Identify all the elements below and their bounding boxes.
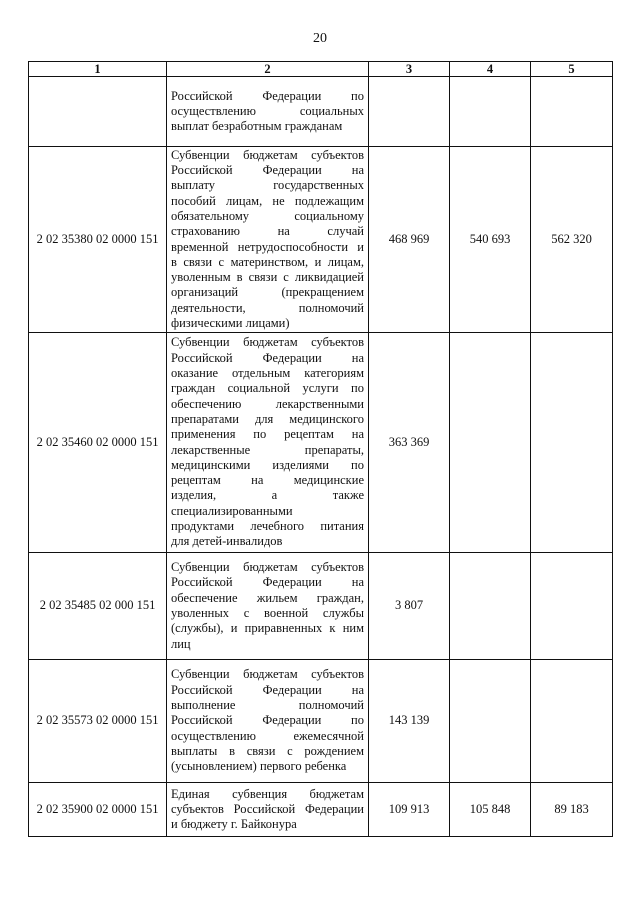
- description-line: Российской Федерации по: [171, 713, 364, 728]
- description-line: Единая субвенция бюджетам: [171, 786, 364, 801]
- amount-cell-c3: 109 913: [369, 783, 450, 837]
- column-header: 1: [29, 62, 167, 77]
- description-line: пособий лицам, не подлежащим: [171, 193, 364, 208]
- description-line: деятельности, полномочий: [171, 300, 364, 315]
- budget-code-cell: [29, 77, 167, 147]
- budget-code-cell: 2 02 35485 02 000 151: [29, 553, 167, 660]
- amount-cell-c4: 105 848: [450, 783, 531, 837]
- description-line: граждан социальной услуги по: [171, 381, 364, 396]
- column-header: 5: [531, 62, 613, 77]
- description-line: лиц: [171, 636, 191, 651]
- description-line: Российской Федерации на: [171, 682, 364, 697]
- amount-cell-c3: 143 139: [369, 660, 450, 783]
- description-line: рецептам на медицинские: [171, 473, 364, 488]
- page-number: 20: [313, 31, 327, 46]
- amount-cell-c5: [531, 660, 613, 783]
- description-line: для детей-инвалидов: [171, 534, 283, 549]
- description-line: медицинскими изделиями по: [171, 457, 364, 472]
- table-row: [29, 147, 613, 333]
- description-line: применения по рецептам на: [171, 427, 364, 442]
- description-line: страхованию на случай: [171, 224, 364, 239]
- description-line: осуществлению социальных: [171, 103, 364, 118]
- description-line: Российской Федерации на: [171, 575, 364, 590]
- description-line: обеспечение жильем граждан,: [171, 590, 364, 605]
- table-row: [29, 77, 613, 147]
- description-line: выплат безработным гражданам: [171, 119, 343, 134]
- description-line: выплату государственных: [171, 178, 364, 193]
- amount-cell-c4: [450, 77, 531, 147]
- description-cell: [167, 660, 369, 783]
- budget-code-cell: 2 02 35573 02 0000 151: [29, 660, 167, 783]
- description-line: Субвенции бюджетам субъектов: [171, 667, 364, 682]
- description-cell: [167, 147, 369, 333]
- description-line: изделия, а также: [171, 488, 364, 503]
- description-line: продуктами лечебного питания: [171, 518, 364, 533]
- description-line: уволенных с военной службы: [171, 606, 364, 620]
- amount-cell-c4: [450, 660, 531, 783]
- description-line: препаратами для медицинского: [171, 411, 364, 426]
- budget-code-cell: 2 02 35460 02 0000 151: [29, 333, 167, 553]
- amount-cell-c3: 468 969: [369, 147, 450, 333]
- description-line: в связи с материнством, и лицам,: [171, 254, 364, 269]
- budget-code-cell: 2 02 35900 02 0000 151: [29, 783, 167, 837]
- amount-cell-c5: [531, 553, 613, 660]
- column-header: 3: [369, 62, 450, 77]
- description-line: обязательному социальному: [171, 208, 364, 223]
- amount-cell-c4: [450, 333, 531, 553]
- amount-cell-c5: 89 183: [531, 783, 613, 837]
- description-cell: [167, 553, 369, 660]
- description-line: уволенным в связи с ликвидацией: [171, 270, 364, 285]
- description-line: Российской Федерации на: [171, 350, 364, 365]
- description-cell: [167, 783, 369, 837]
- budget-code-cell: 2 02 35380 02 0000 151: [29, 147, 167, 333]
- description-line: Субвенции бюджетам субъектов: [171, 335, 364, 350]
- description-line: Субвенции бюджетам субъектов: [171, 560, 364, 575]
- table-row: [29, 333, 613, 553]
- description-line: оказание отдельным категориям: [171, 366, 364, 381]
- description-line: выплаты в связи с рождением: [171, 743, 364, 758]
- description-line: лекарственные препараты,: [171, 442, 364, 457]
- description-line: Субвенции бюджетам субъектов: [171, 147, 364, 162]
- amount-cell-c5: 562 320: [531, 147, 613, 333]
- description-line: субъектов Российской Федерации: [171, 801, 364, 816]
- description-line: специализированными: [171, 503, 293, 518]
- description-line: физическими лицами): [171, 315, 290, 330]
- description-line: (службы), и приравненных к ним: [171, 621, 364, 636]
- description-line: обеспечению лекарственными: [171, 396, 364, 411]
- description-line: Российской Федерации на: [171, 163, 364, 178]
- description-line: (усыновлением) первого ребенка: [171, 759, 347, 774]
- description-line: Российской Федерации по: [171, 88, 364, 103]
- amount-cell-c5: [531, 333, 613, 553]
- amount-cell-c3: 3 807: [369, 553, 450, 660]
- amount-cell-c5: [531, 77, 613, 147]
- description-line: выполнение полномочий: [171, 698, 364, 713]
- budget-table: [28, 61, 613, 837]
- description-line: временной нетрудоспособности и: [171, 239, 364, 254]
- amount-cell-c4: 540 693: [450, 147, 531, 333]
- description-line: и бюджету г. Байконура: [171, 817, 297, 832]
- table-header-row: [29, 62, 613, 77]
- description-cell: [167, 333, 369, 553]
- description-cell: [167, 77, 369, 147]
- column-header: 4: [450, 62, 531, 77]
- table-row: [29, 783, 613, 837]
- column-header: 2: [167, 62, 369, 77]
- amount-cell-c3: [369, 77, 450, 147]
- table-row: [29, 553, 613, 660]
- table-row: [29, 660, 613, 783]
- amount-cell-c3: 363 369: [369, 333, 450, 553]
- amount-cell-c4: [450, 553, 531, 660]
- description-line: осуществлению ежемесячной: [171, 728, 364, 743]
- description-line: организаций (прекращением: [171, 285, 364, 300]
